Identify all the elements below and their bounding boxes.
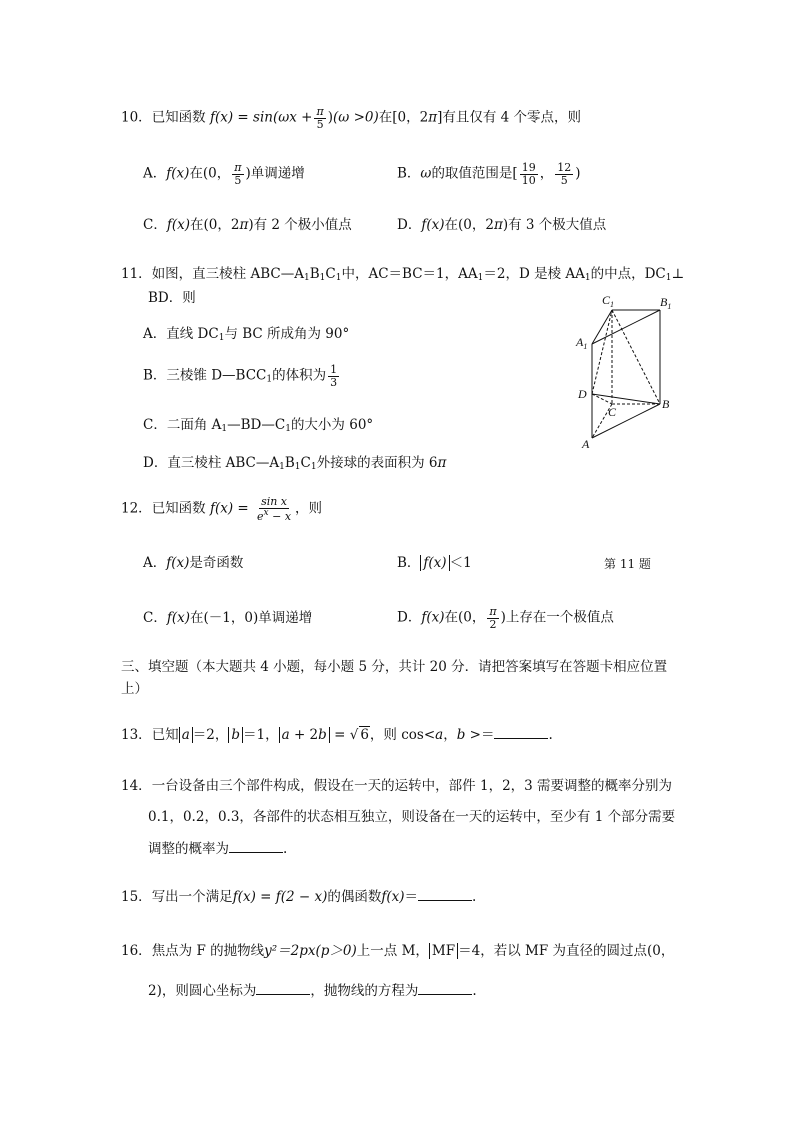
q12-option-a[interactable]: A．f(x)是奇函数 — [143, 555, 244, 571]
q10-condition: (ω >0) — [333, 109, 379, 126]
label-a: A — [582, 437, 590, 451]
q14-line3: 调整的概率为 . — [148, 841, 288, 857]
edge-c1b — [612, 310, 660, 404]
q12-option-d[interactable]: D．f(x)在(0， $\frac{\pi}{2}$ )上存在一个极值点 — [397, 605, 614, 631]
q14-answer-blank[interactable] — [229, 842, 283, 853]
q12-stem: 12．已知函数 f(x) = $\frac{\text{sin x}}{e^x - x}$ ，则 — [121, 495, 323, 523]
label-b1: $B_1$ — [660, 295, 672, 311]
q11-option-c[interactable]: C．二面角 $A_1—BD—C_1$的大小为 60° — [143, 417, 374, 434]
q12-fraction: $\frac{\text{sin x}}{e^x - x}$ — [257, 495, 292, 523]
q15-answer-blank[interactable] — [418, 890, 472, 901]
q11-option-d[interactable]: D．直三棱柱 $ABC—A_1B_1C_1$外接球的表面积为 6π — [143, 455, 447, 472]
edge-dc1 — [592, 310, 612, 394]
label-c1: $C_1$ — [602, 293, 615, 309]
q11-stem-line2: BD．则 — [148, 290, 196, 306]
q16-line2: 2)，则圆心坐标为 ，抛物线的方程为 . — [148, 983, 477, 999]
prism-figure — [572, 288, 682, 453]
q11-option-a[interactable]: A．直线 $DC_1$与 BC 所成角为 90° — [143, 326, 350, 343]
q10-sin: sin(ωx + — [253, 109, 313, 126]
q10-fx: f(x) — [209, 109, 234, 126]
q16-answer-blank-1[interactable] — [256, 984, 310, 995]
q10-option-b[interactable]: B．ω的取值范围是[ $\frac{19}{10}$ ， $\frac{12}{5}$ ) — [397, 161, 581, 187]
q13-answer-blank[interactable] — [494, 728, 548, 739]
q10-stem: 10．已知函数 f(x) = sin(ωx + $\frac{\pi}{5}$ )(ω >0)在[0，2π]有且仅有 4 个零点，则 — [121, 105, 582, 131]
q11-stem-line1: 11．如图，直三棱柱 $ABC—A_1B_1C_1$中，AC＝BC＝1，$AA_1=2$，D 是棱 $AA_1$的中点，$DC_1\perp$ — [121, 266, 685, 283]
q13: 13．已知 a ＝2， b ＝1， a + 2b = √ 6，则 cos<a，b >＝ . — [121, 727, 553, 743]
q10-option-d[interactable]: D．f(x)在(0，2π)有 3 个极大值点 — [397, 217, 607, 233]
q16-answer-blank-2[interactable] — [418, 984, 472, 995]
q14-line1: 14．一台设备由三个部件构成，假设在一天的运转中，部件 1，2，3 需要调整的概率分别为 — [121, 778, 673, 794]
q10-option-a[interactable]: A．f(x)在(0， $\frac{\pi}{5}$ )单调递增 — [143, 161, 305, 187]
q10-number: 10． — [121, 109, 152, 126]
section-3-heading: 三、填空题（本大题共 4 小题，每小题 5 分，共计 20 分．请把答案填写在答题卡相应位置 — [121, 659, 668, 675]
q10-stem-text: 已知函数 — [151, 109, 206, 126]
label-a1: $A_1$ — [576, 335, 588, 351]
q16-line1: 16．焦点为 F 的抛物线y²＝2px(p＞0)上一点 M， MF ＝4，若以 MF 为直径的圆过点(0， — [121, 943, 675, 959]
label-d: D — [578, 387, 587, 401]
figure-caption: 第 11 题 — [604, 557, 651, 571]
q12-option-b[interactable]: B． f(x) ＜1 — [397, 555, 472, 571]
q15: 15．写出一个满足f(x) = f(2 − x)的偶函数f(x)＝ . — [121, 889, 477, 905]
q10-option-c[interactable]: C．f(x)在(0，2π)有 2 个极小值点 — [143, 217, 352, 233]
q10-tail: ]有且仅有 4 个零点，则 — [437, 109, 582, 126]
edge-ab — [592, 404, 660, 438]
q14-line2: 0.1，0.2，0.3，各部件的状态相互独立，则设备在一天的运转中，至少有 1 个部分需要 — [148, 809, 676, 825]
section-3-heading-cont: 上） — [121, 681, 148, 697]
q10-interval: 在[0，2 — [378, 109, 429, 126]
label-c: C — [608, 405, 617, 419]
prism-diagram — [572, 288, 682, 453]
q12-option-c[interactable]: C．f(x)在(－1，0)单调递增 — [143, 610, 313, 626]
label-b: B — [662, 397, 670, 411]
q10-pi-over-5: $\frac{\pi}{5}$ — [316, 105, 324, 131]
q11-option-b[interactable]: B．三棱锥 $D—BCC_1$的体积为 $\frac{1}{3}$ — [143, 363, 338, 389]
